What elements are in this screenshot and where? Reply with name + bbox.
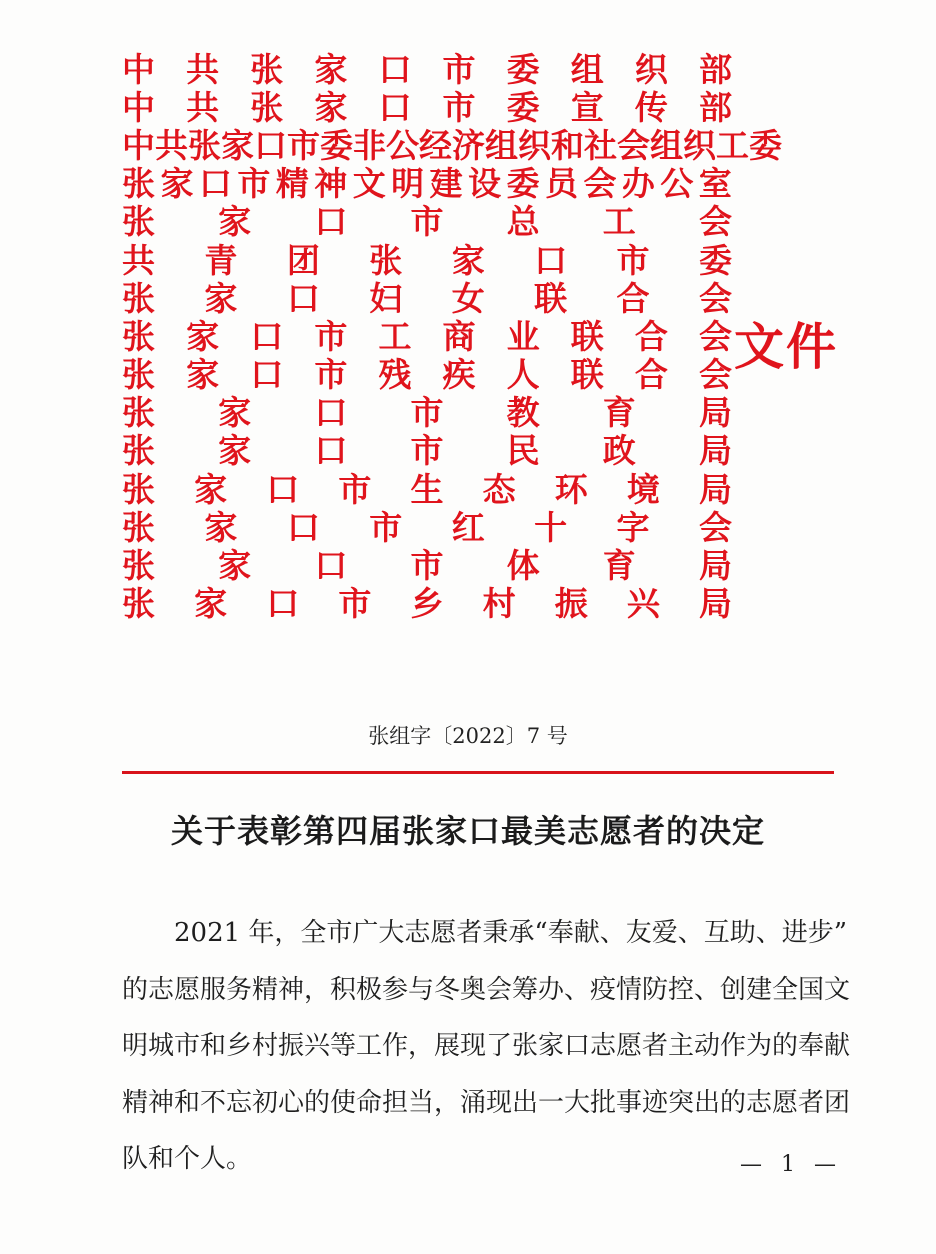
issuer-char: 公	[660, 164, 694, 204]
body-line: 队和个人。	[122, 1144, 253, 1174]
issuer-char: 共	[155, 125, 188, 165]
issuer-char: 会	[698, 507, 732, 547]
issuer-char: 张	[122, 507, 155, 547]
issuer-char: 人	[506, 355, 540, 395]
issuer-char: 会	[698, 316, 732, 356]
issuer-row	[122, 394, 732, 432]
issuer-char: 残	[378, 355, 412, 395]
issuer-char: 文	[352, 164, 386, 204]
issuer-char: 委	[698, 240, 732, 280]
issuer-char: 织	[518, 125, 551, 165]
body-line: 的志愿服务精神，积极参与冬奥会筹办、疫情防控、创建全国文	[122, 974, 851, 1005]
issuer-char: 张	[122, 584, 155, 624]
issuer-char: 张	[122, 355, 155, 395]
issuer-char: 会	[698, 202, 732, 242]
issuer-char: 共	[122, 240, 155, 280]
issuer-char: 育	[602, 393, 636, 433]
issuer-char: 公	[386, 125, 419, 165]
issuer-char: 神	[314, 164, 348, 204]
issuer-char: 局	[699, 469, 732, 509]
issuer-row	[122, 585, 732, 623]
issuer-char: 织	[634, 49, 668, 89]
issuer-char: 政	[602, 431, 636, 471]
issuer-char: 市	[314, 316, 348, 356]
issuer-row	[122, 356, 732, 394]
issuer-char: 口	[266, 469, 300, 509]
issuer-char: 会	[617, 125, 650, 165]
issuer-char: 口	[286, 507, 320, 547]
issuer-char: 家	[204, 278, 238, 318]
issuer-char: 家	[186, 316, 220, 356]
issuer-char: 十	[534, 507, 568, 547]
issuer-char: 张	[122, 393, 155, 433]
issuer-char: 员	[544, 164, 578, 204]
issuer-char: 合	[616, 278, 650, 318]
body-paragraph	[122, 905, 851, 1188]
body-line: 精神和不忘初心的使命担当，涌现出一大批事迹突出的志愿者团	[122, 1087, 851, 1118]
issuer-char: 境	[626, 469, 660, 509]
issuer-char: 口	[250, 355, 284, 395]
issuer-char: 口	[266, 584, 300, 624]
issuer-row	[122, 165, 732, 203]
issuer-char: 组	[485, 125, 518, 165]
issuer-char: 市	[410, 546, 444, 586]
issuer-char: 社	[584, 125, 617, 165]
issuer-char: 联	[570, 316, 604, 356]
issuer-char: 女	[451, 278, 485, 318]
issuer-char: 局	[698, 546, 732, 586]
issuer-char: 局	[699, 584, 732, 624]
issuer-char: 明	[391, 164, 425, 204]
issuer-char: 家	[194, 469, 228, 509]
issuer-char: 中	[122, 49, 155, 89]
issuer-char: 育	[602, 546, 636, 586]
issuer-char: 口	[314, 393, 348, 433]
issuer-char: 家	[218, 546, 252, 586]
issuer-char: 村	[482, 584, 516, 624]
body-line: 2021 年，全市广大志愿者秉承“奉献、友爱、互助、进步”	[174, 918, 848, 948]
issuer-char: 疾	[442, 355, 476, 395]
issuing-organizations	[122, 49, 782, 624]
issuer-char: 联	[534, 278, 568, 318]
issuer-char: 家	[218, 393, 252, 433]
issuer-char: 口	[378, 49, 412, 89]
document-suffix: 文件	[734, 317, 838, 376]
issuer-char: 张	[250, 49, 284, 89]
issuer-char: 口	[378, 87, 412, 127]
body-line: 明城市和乡村振兴等工作，展现了张家口志愿者主动作为的奉献	[122, 1031, 851, 1061]
issuer-char: 部	[698, 49, 732, 89]
issuer-char: 精	[275, 164, 309, 204]
issuer-row	[122, 546, 732, 584]
issuer-char: 业	[506, 316, 540, 356]
issuer-char: 合	[634, 316, 668, 356]
issuer-char: 市	[410, 431, 444, 471]
issuer-char: 环	[554, 469, 588, 509]
issuer-char: 会	[698, 355, 732, 395]
issuer-char: 家	[218, 202, 252, 242]
issuer-char: 市	[338, 469, 372, 509]
issuer-char: 组	[650, 125, 683, 165]
issuer-char: 市	[442, 87, 476, 127]
issuer-char: 委	[506, 49, 540, 89]
issuer-char: 张	[250, 87, 284, 127]
issuer-char: 工	[602, 202, 636, 242]
issuer-char: 红	[451, 507, 485, 547]
issuer-char: 口	[534, 240, 568, 280]
issuer-char: 家	[221, 125, 254, 165]
issuer-char: 张	[122, 278, 155, 318]
issuer-char: 商	[442, 316, 476, 356]
issuer-char: 市	[616, 240, 650, 280]
issuer-char: 共	[186, 87, 220, 127]
issuer-char: 乡	[410, 584, 444, 624]
document-title: 关于表彰第四届张家口最美志愿者的决定	[170, 812, 765, 850]
issuer-char: 市	[442, 49, 476, 89]
issuer-row	[122, 470, 732, 508]
issuer-char: 家	[451, 240, 485, 280]
issuer-char: 非	[353, 125, 386, 165]
red-divider-line	[122, 771, 834, 774]
issuer-char: 市	[410, 393, 444, 433]
issuer-char: 部	[698, 87, 732, 127]
issuer-char: 工	[378, 316, 412, 356]
issuer-char: 会	[583, 164, 617, 204]
issuer-char: 青	[204, 240, 238, 280]
issuer-char: 总	[506, 202, 540, 242]
issuer-char: 张	[188, 125, 221, 165]
issuer-char: 张	[122, 164, 155, 204]
issuer-char: 张	[369, 240, 403, 280]
issuer-row	[122, 279, 732, 317]
issuer-char: 兴	[626, 584, 660, 624]
issuer-char: 委	[749, 125, 782, 165]
issuer-char: 体	[506, 546, 540, 586]
issuer-row	[122, 241, 732, 279]
issuer-char: 生	[410, 469, 444, 509]
issuer-char: 会	[698, 278, 732, 318]
issuer-char: 联	[570, 355, 604, 395]
issuer-char: 宣	[570, 87, 604, 127]
issuer-char: 团	[286, 240, 320, 280]
issuer-char: 委	[506, 87, 540, 127]
issuer-char: 家	[160, 164, 194, 204]
issuer-row	[122, 432, 732, 470]
issuer-char: 家	[218, 431, 252, 471]
issuer-char: 局	[698, 431, 732, 471]
issuer-char: 设	[468, 164, 502, 204]
issuer-char: 态	[482, 469, 516, 509]
issuer-row	[122, 317, 732, 355]
issuer-char: 教	[506, 393, 540, 433]
issuer-char: 口	[286, 278, 320, 318]
issuer-char: 市	[338, 584, 372, 624]
issuer-char: 张	[122, 316, 155, 356]
issuer-char: 局	[698, 393, 732, 433]
issuer-char: 工	[716, 125, 749, 165]
issuer-char: 字	[616, 507, 650, 547]
issuer-char: 家	[314, 87, 348, 127]
issuer-char: 家	[314, 49, 348, 89]
issuer-char: 张	[122, 202, 155, 242]
issuer-char: 家	[186, 355, 220, 395]
issuer-row	[122, 50, 732, 88]
issuer-char: 市	[287, 125, 320, 165]
issuer-char: 振	[554, 584, 588, 624]
issuer-char: 织	[683, 125, 716, 165]
issuer-row	[122, 125, 782, 165]
issuer-row	[122, 203, 732, 241]
issuer-char: 市	[410, 202, 444, 242]
issuer-char: 合	[634, 355, 668, 395]
document-number: 张组字〔2022〕7 号	[368, 724, 568, 748]
issuer-char: 口	[314, 202, 348, 242]
issuer-char: 张	[122, 469, 155, 509]
issuer-char: 传	[634, 87, 668, 127]
issuer-char: 中	[122, 87, 155, 127]
issuer-char: 口	[254, 125, 287, 165]
issuer-char: 济	[452, 125, 485, 165]
issuer-char: 口	[198, 164, 232, 204]
issuer-char: 市	[369, 507, 403, 547]
issuer-char: 口	[314, 431, 348, 471]
issuer-row	[122, 88, 732, 126]
issuer-char: 口	[314, 546, 348, 586]
issuer-char: 建	[429, 164, 463, 204]
issuer-char: 张	[122, 546, 155, 586]
issuer-char: 组	[570, 49, 604, 89]
issuer-char: 民	[506, 431, 540, 471]
issuer-row	[122, 508, 732, 546]
issuer-char: 共	[186, 49, 220, 89]
page-number: — 1 —	[740, 1152, 842, 1177]
issuer-char: 张	[122, 431, 155, 471]
issuer-char: 妇	[369, 278, 403, 318]
issuer-char: 办	[621, 164, 655, 204]
issuer-char: 口	[250, 316, 284, 356]
issuer-char: 家	[204, 507, 238, 547]
issuer-char: 市	[314, 355, 348, 395]
issuer-char: 和	[551, 125, 584, 165]
issuer-char: 市	[237, 164, 271, 204]
issuer-char: 家	[194, 584, 228, 624]
issuer-char: 经	[419, 125, 452, 165]
issuer-char: 室	[698, 164, 732, 204]
issuer-char: 委	[506, 164, 540, 204]
issuer-char: 委	[320, 125, 353, 165]
issuer-char: 中	[122, 125, 155, 165]
